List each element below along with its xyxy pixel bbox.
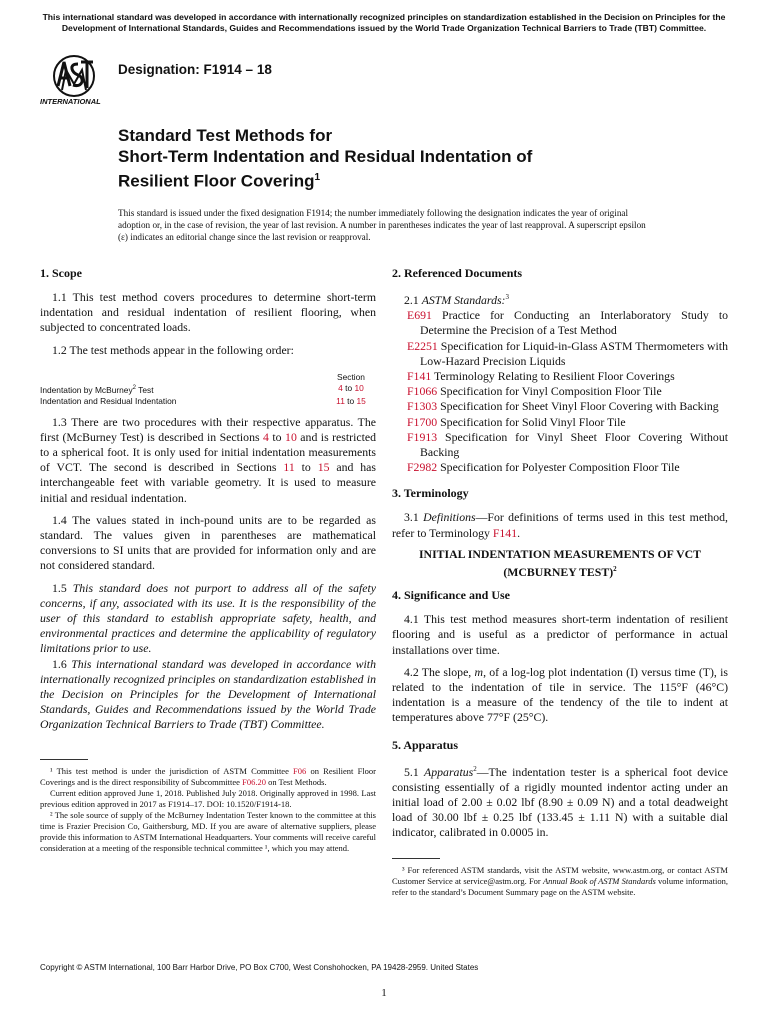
right-column <box>392 266 728 898</box>
para-1-3: 1.3 There are two procedures with their respective apparatus. The first (McBurney Test) is described in Sections 4 to 10 and is restricted to a spherical foot. It is only used for initial indentation measurements of VCT. The second is described in Sections 11 to 15 and has interchangeable feet with variable geometry. It is used to measure initial and residual indentation. <box>40 414 377 505</box>
para-1-2: 1.2 The test methods appear in the following order: <box>52 342 294 357</box>
section-table-row: Indentation by McBurney$^2$ Test 4 to 10 <box>40 382 364 395</box>
title-line-3: Resilient Floor Covering$^1$ <box>118 171 321 191</box>
link-f06-20[interactable]: F06.20 <box>242 776 266 787</box>
footnote-2: ² The sole source of supply of the McBurney Indentation Tester known to the committee at this time is Frazier Precision Co, Gaithersburg, MD. If you are aware of alternative suppliers, please provide this information to ASTM International Headquarters. Your comments will receive careful consideration at a meeting of the responsible technical committee ¹, which you may attend. <box>40 809 376 853</box>
footnote-1-edition: Current edition approved June 1, 2018. Published July 2018. Originally approved in 1998. Last previous edition approved in 2017 as F1914–17. DOI: 10.1520/F1914-18. <box>40 787 376 809</box>
page-number: 1 <box>381 987 387 999</box>
link-section-11[interactable]: 11 <box>336 395 345 406</box>
link-section-10[interactable]: 10 <box>354 382 364 393</box>
copyright-footer: Copyright © ASTM International, 100 Barr Harbor Drive, PO Box C700, West Conshohocken, PA 19428-2959. United States <box>40 963 479 972</box>
link-section-10[interactable]: 10 <box>285 429 297 444</box>
reference-item: F1303 Specification for Sheet Vinyl Floor Covering with Backing <box>407 399 719 414</box>
reference-link[interactable]: E691 <box>407 308 432 323</box>
link-section-4[interactable]: 4 <box>263 429 269 444</box>
para-2-1: 2.1 ASTM Standards:$^3$ <box>404 292 509 307</box>
reference-item: F1700 Specification for Solid Vinyl Floor Tile <box>407 414 626 429</box>
apparatus-heading: 5. Apparatus <box>392 737 459 752</box>
issued-note: This standard is issued under the fixed designation F1914; the number immediately following the designation indicates the year of original adoption or, in the case of revision, the year of last revision. A number in parentheses indicates the year of last reapproval. A superscript epsilon (ε) indicates an editorial change since the last revision or reapproval. <box>118 208 646 243</box>
para-4-1: 4.1 This test method measures short-term indentation of resilient flooring and is useful as a predictor of performance in actual installations over time. <box>392 612 728 657</box>
para-1-6: 1.6 This international standard was developed in accordance with internationally recognized principles on standardization established in the Decision on Principles for the Development of International Standards, Guides and Recommendations issued by the World Trade Organization Technical Barriers to Trade (TBT) Committee. <box>40 656 376 732</box>
reference-item: F2982 Specification for Polyester Composition Floor Tile <box>407 460 680 475</box>
designation-value: F1914 – 18 <box>203 62 272 77</box>
para-3-1: 3.1 Definitions—For definitions of terms used in this test method, refer to Terminology F141. <box>392 510 728 540</box>
logo-text: INTERNATIONAL <box>40 97 101 106</box>
title-line-2: Short-Term Indentation and Residual Indentation of <box>118 147 533 166</box>
para-1-4: 1.4 The values stated in inch-pound units are to be regarded as standard. The values given in parentheses are mathematical conversions to SI units that are provided for information only and are not considered standard. <box>40 512 376 573</box>
footnote-divider <box>40 759 88 760</box>
designation-label: Designation: <box>118 62 200 77</box>
reference-link[interactable]: F1303 <box>407 399 438 414</box>
significance-heading: 4. Significance and Use <box>392 588 511 603</box>
reference-list <box>392 308 728 475</box>
footnote-divider <box>392 858 440 859</box>
reference-link[interactable]: F2982 <box>407 460 438 475</box>
reference-link[interactable]: F141 <box>407 368 432 383</box>
reference-item: F1066 Specification for Vinyl Composition Floor Tile <box>407 384 662 399</box>
scope-heading: 1. Scope <box>40 266 82 280</box>
link-section-15[interactable]: 15 <box>317 460 330 475</box>
reference-link[interactable]: F1066 <box>407 384 438 399</box>
para-5-1: 5.1 Apparatus$^2$—The indentation tester is a spherical foot device consisting essentially of a rigidly mounted indentor acting under an initial load of 2.00 ± 0.02 lbf (8.90 ± 0.09 N) and a total deadweight load of 30.00 lbf ± 0.25 lbf (133.45 ± 1.11 N) with a suitable dial indicator, calibrated in 0.0005 in. <box>392 764 728 840</box>
footnote-1: ¹ This test method is under the jurisdiction of ASTM Committee F06 on Resilient Floor Coverings and is the direct responsibility of Subcommittee F06.20 on Test Methods. <box>40 765 376 787</box>
link-f06[interactable]: F06 <box>293 765 307 776</box>
initial-indentation-heading: INITIAL INDENTATION MEASUREMENTS OF VCT (MCBURNEY TEST)$^2$ <box>418 546 702 579</box>
reference-item: E691 Practice for Conducting an Interlaboratory Study to Determine the Precision of a Test Method <box>407 308 728 338</box>
reference-link[interactable]: F1913 <box>407 429 438 444</box>
section-table-header: Section <box>337 371 365 382</box>
reference-item: F141 Terminology Relating to Resilient Floor Coverings <box>407 368 675 383</box>
left-column <box>40 266 376 854</box>
document-title <box>118 125 678 192</box>
para-1-1: 1.1 This test method covers procedures to determine short-term indentation and residual indentation of resilient flooring, when subjected to concentrated loads. <box>40 290 376 335</box>
reference-link[interactable]: E2251 <box>407 338 438 353</box>
section-table-row: Indentation and Residual Indentation 11 to 15 <box>40 395 366 406</box>
designation <box>118 62 272 77</box>
title-footnote-mark: 1 <box>314 172 321 183</box>
section-table <box>40 372 376 407</box>
link-section-11[interactable]: 11 <box>283 460 295 475</box>
link-f141[interactable]: F141 <box>492 525 518 540</box>
reference-item: E2251 Specification for Liquid-in-Glass ASTM Thermometers with Low-Hazard Precision Liquids <box>407 338 728 368</box>
link-section-4[interactable]: 4 <box>338 382 343 393</box>
terminology-heading: 3. Terminology <box>392 486 469 501</box>
refs-heading: 2. Referenced Documents <box>392 266 523 280</box>
top-notice: This international standard was developed in accordance with internationally recognized principles on standardization established in the Decision on Principles for the Development of International Standards, Guides and Recommendations issued by the World Trade Organization Technical Barriers to Trade (TBT) Committee. <box>42 12 726 33</box>
title-line-1: Standard Test Methods for <box>118 126 333 145</box>
reference-item: F1913 Specification for Vinyl Sheet Floor Covering Without Backing <box>407 429 728 459</box>
para-4-2: 4.2 The slope, m, of a log-log plot indentation (I) versus time (T), is related to the indentation of tile in service. The 115°F (46°C) indentation is a measure of the tendency of the tile to indent at temperatures above 77°F (25°C). <box>392 664 728 725</box>
footnote-3: ³ For referenced ASTM standards, visit the ASTM website, www.astm.org, or contact ASTM Customer Service at service@astm.org. For Annual Book of ASTM Standards volume information, refer to the standard’s Document Summary page on the ASTM website. <box>392 865 728 898</box>
link-section-15[interactable]: 15 <box>356 395 366 406</box>
reference-link[interactable]: F1700 <box>407 414 438 429</box>
para-1-5: 1.5 This standard does not purport to address all of the safety concerns, if any, associated with its use. It is the responsibility of the user of this standard to establish appropriate safety, health, and environmental practices and determine the applicability of regulatory limitations prior to use. <box>40 580 376 656</box>
